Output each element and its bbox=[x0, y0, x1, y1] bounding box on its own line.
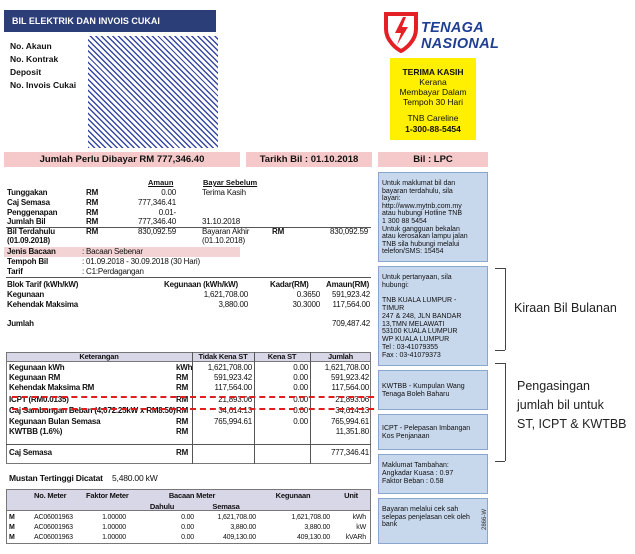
tariff-row0-label: Kegunaan bbox=[7, 290, 45, 299]
charge-b-0: 0.00 bbox=[293, 363, 308, 372]
charges-h3: Jumlah bbox=[327, 352, 354, 361]
meter-m-2: M bbox=[9, 534, 15, 541]
charge-unit-0: kWh bbox=[176, 363, 193, 372]
charge-c-5: 765,994.61 bbox=[330, 417, 369, 426]
side-box1-line: bayaran terdahulu, sila bbox=[382, 187, 453, 195]
reading-rule bbox=[6, 277, 371, 278]
charge-a-1: 591,923.42 bbox=[213, 373, 252, 382]
charge-label-2: Kehendak Maksima RM bbox=[9, 383, 95, 392]
bal-value-3: 777,346.40 bbox=[137, 217, 176, 226]
annot-bracket-monthly-top bbox=[495, 268, 505, 269]
charges-h1: Tidak Kena ST bbox=[198, 352, 248, 361]
meter-prev-2: 0.00 bbox=[181, 534, 194, 541]
tnb-logo-icon bbox=[383, 11, 419, 53]
tariff-h1: Kegunaan (kWh/kW) bbox=[164, 280, 238, 289]
bal-label-3: Jumlah Bil bbox=[7, 217, 46, 226]
meter-h4: Unit bbox=[344, 491, 358, 500]
annot-bracket-sep-bottom bbox=[495, 461, 505, 462]
meter-usage-2: 409,130.00 bbox=[296, 534, 330, 541]
tariff-row1-label: Kehendak Maksima bbox=[7, 300, 79, 309]
last-pay-date: (01.10.2018) bbox=[202, 236, 245, 245]
bal-unit-3: RM bbox=[86, 217, 99, 226]
side-box5-line: Faktor Beban : 0.58 bbox=[382, 478, 444, 485]
tariff-row1-amount: 117,564.00 bbox=[332, 300, 370, 309]
charge-unit-6: RM bbox=[176, 427, 189, 436]
charge-c-0: 1,621,708.00 bbox=[324, 363, 369, 372]
side-box2-line: TIMUR bbox=[382, 304, 405, 312]
charge-label-3: ICPT (RM0.0135) bbox=[9, 395, 69, 404]
charge-unit-5: RM bbox=[176, 417, 189, 426]
annot-bracket-monthly-vert bbox=[505, 268, 506, 350]
side-box1-line: Untuk gangguan bekalan bbox=[382, 225, 460, 233]
reading-type-value: : Bacaan Sebenar bbox=[82, 247, 143, 256]
field-contract: No. Kontrak bbox=[10, 54, 59, 64]
charge-a-3: 21,893.06 bbox=[218, 395, 252, 404]
charges-total-rule bbox=[6, 444, 371, 445]
charge-b-1: 0.00 bbox=[293, 373, 308, 382]
reading-period-value: : 01.09.2018 - 30.09.2018 (30 Hari) bbox=[82, 257, 200, 266]
thanks-line3: Membayar Dalam bbox=[399, 87, 467, 97]
annot-sep-line1: Pengasingan bbox=[517, 379, 590, 393]
redacted-account-block bbox=[88, 36, 218, 148]
charge-label-0: Kegunaan kWh bbox=[9, 363, 65, 372]
side-box-info-text bbox=[382, 180, 486, 256]
side-box1-line: TNB sila hubungi melalui bbox=[382, 240, 460, 248]
last-pay-label: Bayaran Akhir bbox=[202, 227, 250, 236]
field-deposit: Deposit bbox=[10, 67, 42, 77]
side-box2-line: Fax : 03-41079373 bbox=[382, 352, 441, 360]
field-tax-invoice: No. Invois Cukai bbox=[10, 80, 77, 90]
meter-h3: Kegunaan bbox=[275, 491, 311, 500]
tariff-row1-usage: 3,880.00 bbox=[218, 300, 248, 309]
charge-b-3: 0.00 bbox=[293, 395, 308, 404]
charge-label-7: Caj Semasa bbox=[9, 448, 52, 457]
side-box1-line: layari: bbox=[382, 195, 401, 203]
charge-c-3: 21,893.06 bbox=[335, 395, 369, 404]
meter-unit-2: kVARh bbox=[345, 534, 366, 541]
amount-due: Jumlah Perlu Dibayar RM 777,346.40 bbox=[39, 154, 205, 165]
vertical-code: 2866-W bbox=[482, 508, 488, 530]
bal-extra-0: Terima Kasih bbox=[202, 188, 246, 197]
meter-usage-1: 3,880.00 bbox=[304, 524, 330, 531]
prev-bill-date: (01.09.2018) bbox=[7, 236, 50, 245]
side-box2-line bbox=[382, 290, 486, 297]
reading-tariff-value: : C1:Perdagangan bbox=[82, 267, 144, 276]
charge-b-5: 0.00 bbox=[293, 417, 308, 426]
charge-unit-4: RM bbox=[176, 406, 189, 415]
annot-bracket-sep-vert bbox=[505, 363, 506, 461]
meter-h0: No. Meter bbox=[34, 491, 67, 500]
side-box6-line: bank bbox=[382, 521, 398, 529]
charge-a-2: 117,564.00 bbox=[214, 383, 252, 392]
side-box-cheque-text bbox=[382, 506, 486, 529]
peak-value: 5,480.00 kW bbox=[112, 473, 158, 483]
thanks-line2: Kerana bbox=[419, 77, 447, 87]
careline-label: TNB Careline bbox=[407, 113, 459, 123]
tariff-row0-amount: 591,923.42 bbox=[331, 290, 370, 299]
meter-factor-1: 1.00000 bbox=[102, 524, 126, 531]
charge-c-6: 11,351.80 bbox=[335, 427, 369, 436]
charge-unit-1: RM bbox=[176, 373, 189, 382]
bal-value-1: 777,346.41 bbox=[137, 198, 176, 207]
charge-a-0: 1,621,708.00 bbox=[207, 363, 252, 372]
charges-h2: Kena ST bbox=[267, 352, 297, 361]
bill-date: Tarikh Bil : 01.10.2018 bbox=[259, 154, 359, 165]
annot-bracket-sep-top bbox=[495, 363, 505, 364]
charge-b-4: 0.00 bbox=[293, 406, 308, 415]
thanks-line4: Tempoh 30 Hari bbox=[402, 97, 463, 107]
meter-sub-1: Semasa bbox=[212, 502, 240, 511]
side-box2-line: Tel : 03-41079355 bbox=[382, 344, 439, 352]
highlight-dash-top bbox=[12, 396, 384, 398]
meter-factor-0: 1.00000 bbox=[102, 514, 126, 521]
meter-h1: Faktor Meter bbox=[86, 491, 129, 500]
reading-period-label: Tempoh Bil bbox=[7, 257, 48, 266]
meter-unit-1: kW bbox=[356, 524, 366, 531]
meter-usage-0: 1,621,708.00 bbox=[291, 514, 330, 521]
meter-h2: Bacaan Meter bbox=[168, 491, 216, 500]
tariff-h0: Blok Tarif (kWh/kW) bbox=[7, 280, 79, 289]
charge-label-4: Caj Sambungan Beban (4,072.25kW x RM8.50) bbox=[9, 406, 176, 415]
col-prev: Bayar Sebelum bbox=[203, 178, 258, 187]
charge-c-1: 591,923.42 bbox=[330, 373, 369, 382]
thanks-line1: TERIMA KASIH bbox=[402, 67, 464, 77]
meter-prev-0: 0.00 bbox=[181, 514, 194, 521]
charge-c-7: 777,346.41 bbox=[330, 448, 369, 457]
charge-label-1: Kegunaan RM bbox=[9, 373, 61, 382]
charge-a-5: 765,994.61 bbox=[213, 417, 252, 426]
side-box1-line: http://www.mytnb.com.my bbox=[382, 202, 462, 210]
side-box3-line: KWTBB - Kumpulan Wang bbox=[382, 383, 465, 390]
side-box1-line: atau kerosakan lampu jalan bbox=[382, 233, 468, 241]
side-box2-line: Untuk pertanyaan, sila bbox=[382, 274, 452, 281]
side-box2-line: 53100 KUALA LUMPUR bbox=[382, 328, 458, 336]
meter-curr-0: 1,621,708.00 bbox=[217, 514, 256, 521]
col-amount: Amaun bbox=[148, 178, 174, 187]
bal-extra-3: 31.10.2018 bbox=[202, 217, 241, 226]
prev-bill-unit: RM bbox=[86, 227, 99, 236]
meter-no-2: AC06001963 bbox=[34, 534, 73, 541]
brand-line1: TENAGA bbox=[421, 20, 485, 36]
side-box2-line: WP KUALA LUMPUR bbox=[382, 336, 450, 344]
peak-label: Mustan Tertinggi Dicatat bbox=[9, 473, 103, 483]
annot-bracket-monthly-bottom bbox=[495, 350, 505, 351]
tariff-h3: Amaun(RM) bbox=[326, 280, 370, 289]
meter-m-0: M bbox=[9, 514, 15, 521]
side-box-contact-text bbox=[382, 274, 486, 360]
charge-unit-7: RM bbox=[176, 448, 189, 457]
reading-type-label: Jenis Bacaan bbox=[7, 247, 56, 256]
side-box2-line: hubungi: bbox=[382, 281, 409, 289]
charges-h0: Keterangan bbox=[79, 352, 119, 361]
side-box5-line: Angkadar Kuasa : 0.97 bbox=[382, 470, 454, 477]
side-box2-line: 247 & 248, JLN BANDAR bbox=[382, 312, 462, 320]
meter-curr-1: 3,880.00 bbox=[230, 524, 256, 531]
tariff-total-label: Jumlah bbox=[7, 319, 34, 328]
meter-no-1: AC06001963 bbox=[34, 524, 73, 531]
side-box1-line: telefon/SMS: 15454 bbox=[382, 248, 444, 256]
brand-line2: NASIONAL bbox=[421, 36, 500, 52]
meter-unit-0: kWh bbox=[352, 514, 366, 521]
bal-label-1: Caj Semasa bbox=[7, 198, 50, 207]
annot-sep-line2: jumlah bil untuk bbox=[517, 398, 604, 412]
meter-curr-2: 409,130.00 bbox=[222, 534, 256, 541]
side-box2-line: 13,TMN MELAWATI bbox=[382, 320, 445, 328]
side-box-icpt-text bbox=[382, 425, 486, 441]
charge-unit-3: RM bbox=[176, 395, 189, 404]
meter-no-0: AC06001963 bbox=[34, 514, 73, 521]
field-account: No. Akaun bbox=[10, 41, 52, 51]
side-box-kwtbb-text bbox=[382, 383, 486, 399]
prev-bill-label: Bil Terdahulu bbox=[7, 227, 55, 236]
charge-label-5: Kegunaan Bulan Semasa bbox=[9, 417, 101, 426]
side-box3-line: Tenaga Boleh Baharu bbox=[382, 391, 450, 398]
meter-sub-0: Dahulu bbox=[149, 502, 175, 511]
side-box4-line: ICPT - Pelepasan Imbangan bbox=[382, 425, 471, 432]
bal-unit-1: RM bbox=[86, 198, 99, 207]
tariff-row0-rate: 0.3650 bbox=[296, 290, 320, 299]
side-box1-line: atau hubungi Hotline TNB bbox=[382, 210, 463, 218]
meter-prev-1: 0.00 bbox=[181, 524, 194, 531]
charge-c-2: 117,564.00 bbox=[331, 383, 369, 392]
meter-factor-2: 1.00000 bbox=[102, 534, 126, 541]
last-pay-unit: RM bbox=[272, 227, 285, 236]
bal-value-0: 0.00 bbox=[161, 188, 176, 197]
charge-a-4: 34,614.13 bbox=[218, 406, 252, 415]
tariff-row0-usage: 1,621,708.00 bbox=[203, 290, 248, 299]
bal-label-2: Penggenapan bbox=[7, 208, 58, 217]
prev-bill-value: 830,092.59 bbox=[137, 227, 176, 236]
side-box4-line: Kos Penjanaan bbox=[382, 433, 430, 440]
annot-sep-line3: ST, ICPT & KWTBB bbox=[517, 417, 627, 431]
tariff-total-value: 709,487.42 bbox=[331, 319, 370, 328]
charge-b-2: 0.00 bbox=[293, 383, 308, 392]
bill-type: Bil : LPC bbox=[413, 154, 453, 165]
tariff-row1-rate: 30.3000 bbox=[292, 300, 320, 309]
charge-unit-2: RM bbox=[176, 383, 189, 392]
side-box1-line: 1 300 88 5454 bbox=[382, 217, 427, 225]
side-box5-line: Maklumat Tambahan: bbox=[382, 462, 449, 469]
careline-number: 1-300-88-5454 bbox=[405, 124, 461, 134]
bal-label-0: Tunggakan bbox=[7, 188, 48, 197]
highlight-dash-bottom bbox=[12, 408, 384, 410]
meter-m-1: M bbox=[9, 524, 15, 531]
bal-unit-2: RM bbox=[86, 208, 99, 217]
bill-title: BIL ELEKTRIK DAN INVOIS CUKAI bbox=[12, 16, 160, 26]
side-box1-line: Untuk maklumat bil dan bbox=[382, 180, 456, 187]
side-box-extra-text bbox=[382, 462, 486, 486]
last-pay-value: 830,092.59 bbox=[329, 227, 368, 236]
reading-tariff-label: Tarif bbox=[7, 267, 23, 276]
charge-c-4: 34,614.13 bbox=[335, 406, 369, 415]
charge-label-6: KWTBB (1.6%) bbox=[9, 427, 63, 436]
side-box6-line: selepas penjelasan cek oleh bbox=[382, 513, 470, 521]
side-box2-line: TNB KUALA LUMPUR - bbox=[382, 296, 457, 304]
side-box6-line: Bayaran melalui cek sah bbox=[382, 506, 459, 513]
annot-monthly: Kiraan Bil Bulanan bbox=[514, 301, 617, 315]
bal-value-2: 0.01- bbox=[158, 208, 176, 217]
tariff-h2: Kadar(RM) bbox=[270, 280, 309, 289]
bal-unit-0: RM bbox=[86, 188, 99, 197]
